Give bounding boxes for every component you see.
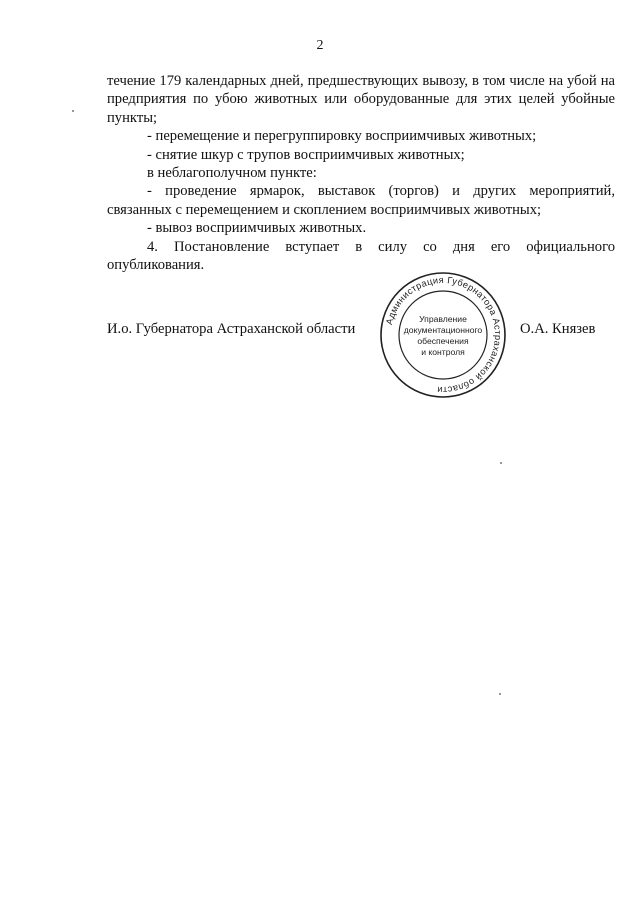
paragraph-continuation: течение 179 календарных дней, предшествующих вывозу, в том числе на убой на предприятия по убою животных или оборудованные для этих целей убойные пункты; [107,73,615,126]
list-item-skins: - снятие шкур с трупов восприимчивых животных; [147,146,465,163]
subheading-unfavorable-point: в неблагополучном пункте: [147,165,317,182]
scan-speck [500,462,502,464]
stamp-outer-ring [381,273,505,397]
stamp-center-line-4: и контроля [421,347,465,357]
document-body [107,72,615,274]
stamp-ring-text: Администрация Губернатора Астраханской области [384,274,504,396]
paragraph-effective-date: 4. Постановление вступает в силу со дня его официального опубликования. [107,238,615,274]
stamp-inner-ring [399,291,487,379]
list-item-relocation: - перемещение и перегруппировку восприимчивых животных; [147,128,537,145]
signature-title: И.о. Губернатора Астраханской области [107,321,356,337]
page-number: 2 [316,38,324,53]
scan-speck [499,693,501,695]
stamp-center-line-1: Управление [419,314,467,324]
list-item-fairs: - проведение ярмарок, выставок (торгов) и других мероприятий, связанных с перемещением и скоплением восприимчивых животных; [107,183,615,218]
list-item-export: - вывоз восприимчивых животных. [147,220,367,237]
stamp-center-line-2: документационного [403,325,483,335]
stamp-center-line-3: обеспечения [417,336,469,346]
signature-name: О.А. Князев [520,321,596,337]
official-stamp [378,270,508,400]
scan-speck [72,110,74,112]
